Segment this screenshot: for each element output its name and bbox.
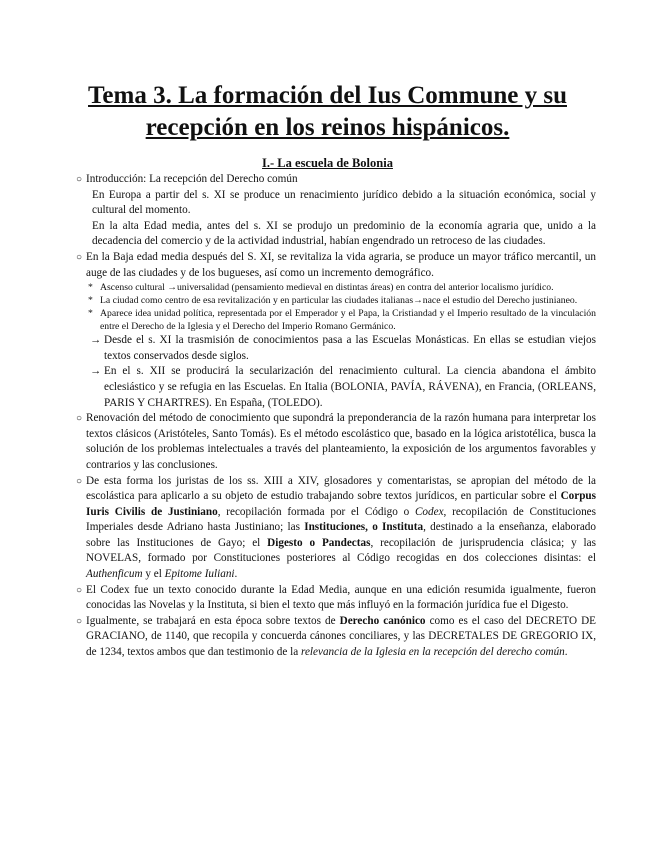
intro-label: Introducción: La recepción del Derecho común xyxy=(86,173,298,185)
arrow-right-icon: → xyxy=(90,365,102,378)
asterisk-icon: * xyxy=(88,295,93,307)
asterisk-icon: * xyxy=(88,308,93,320)
corpus-iuris-bold: Corpus Iuris Civilis de Justiniano xyxy=(86,490,596,518)
document-body xyxy=(76,172,596,661)
sub-item-arrow: → En el s. XII se producirá la secularización del renacimiento cultural. La ciencia abandona el ámbito eclesiástico y se refugia en las Escuelas. En Italia (BOLONIA, PAVÍA, RÁVENA), en Francia, (ORLEANS, PARIS Y CHARTRES). En España, (TOLEDO). xyxy=(90,365,596,409)
list-item-derecho-canonico: ○ Igualmente, se trabajará en esta época sobre textos de Derecho canónico como es el caso del DECRETO DE GRACIANO, de 1140, que recopila y concuerda cánones conciliares, y las DECRETALES DE GREGORIO IX, de 1234, textos ambos que dan testimonio de la relevancia de la Iglesia en la recepción del derecho común. xyxy=(76,614,596,659)
list-item-renovacion: ○ Renovación del método de conocimiento que supondrá la preponderancia de la razón humana para interpretar los textos clásicos (Aristóteles, Santo Tomás). Es el método escolástico que, basado en la lógica aristotélica, busca la solución de los problemas intelectuales a través del planteamiento, la exposición de los argumentos favorables y contrarios y las conclusiones. xyxy=(76,412,596,471)
page-title xyxy=(60,80,595,144)
paragraph: En Europa a partir del s. XI se produce un renacimiento jurídico debido a la situación económica, social y cultural del momento. xyxy=(92,188,596,217)
bullet-circle-icon: ○ xyxy=(76,174,83,185)
bullet-circle-icon: ○ xyxy=(76,584,83,596)
list-item-intro xyxy=(76,172,596,188)
list-item-juristas: ○ De esta forma los juristas de los ss. XIII a XIV, glosadores y comentaristas, se apropian del método de la escolástica para aplicarlo a su objeto de estudio trabajando sobre textos jurídicos, en particular sobre el Corpus Iuris Civilis de Justiniano, recopilación formada por el Código o Codex, recopilación de Constituciones Imperiales desde Adriano hasta Justiniano; las Instituciones, o Instituta, destinado a la enseñanza, elaborado sobre las Instituciones de Gayo; el Digesto o Pandectas, recopilación de jurisprudencia clásica; y las NOVELAS, formado por Constituciones posteriores al Código recogidas en dos colecciones disintas: el Authenficum y el Epitome Iuliani. xyxy=(76,474,596,581)
bullet-circle-icon: ○ xyxy=(76,413,83,425)
sub-item-arrow: → Desde el s. XI la trasmisión de conocimientos pasa a las Escuelas Monásticas. En ellas se estudian viejos textos conservados desde siglos. xyxy=(90,334,596,362)
bullet-circle-icon: ○ xyxy=(76,251,83,263)
bullet-circle-icon: ○ xyxy=(76,475,83,487)
asterisk-icon: * xyxy=(88,282,93,294)
section-heading: I.- La escuela de Bolonia xyxy=(262,156,393,170)
arrow-right-icon: → xyxy=(90,334,102,347)
paragraph: En la alta Edad media, antes del s. XI se produjo un predominio de la economía agraria que, unido a la decadencia del comercio y de la actividad industrial, habían engendrado un retroceso de las ciudades. xyxy=(92,219,596,248)
sub-item-star: * La ciudad como centro de esa revitalización y en particular las ciudades italianas→nace el estudio del Derecho justinianeo. xyxy=(88,295,578,307)
list-item-baja-edad-media: ○ En la Baja edad media después del S. XI, se revitaliza la vida agraria, se produce un mayor tráfico mercantil, un auge de las ciudades y de los bugueses, así como un incremento demográfico. xyxy=(76,250,596,279)
bullet-circle-icon: ○ xyxy=(76,615,83,627)
sub-item-star: * Ascenso cultural →universalidad (pensamiento medieval en distintas áreas) en contra del anterior localismo jurídico. xyxy=(88,282,554,294)
list-item-codex: ○ El Codex fue un texto conocido durante la Edad Media, aunque en una edición resumida igualmente, fueron conocidas las Novelas y la Instituta, si bien el texto que más influyó en la formación jurídica fue el Digesto. xyxy=(76,583,596,612)
title-line-1: Tema 3. La formación del Ius Commune y su xyxy=(88,82,567,109)
sub-item-star: * Aparece idea unidad política, representada por el Emperador y el Papa, la Cristiandad y el Imperio resultado de la vinculación entre el Derecho de la Iglesia y el Derecho del Imperio Romano Germánico. xyxy=(88,308,596,333)
title-line-2: recepción en los reinos hispánicos. xyxy=(145,114,510,141)
